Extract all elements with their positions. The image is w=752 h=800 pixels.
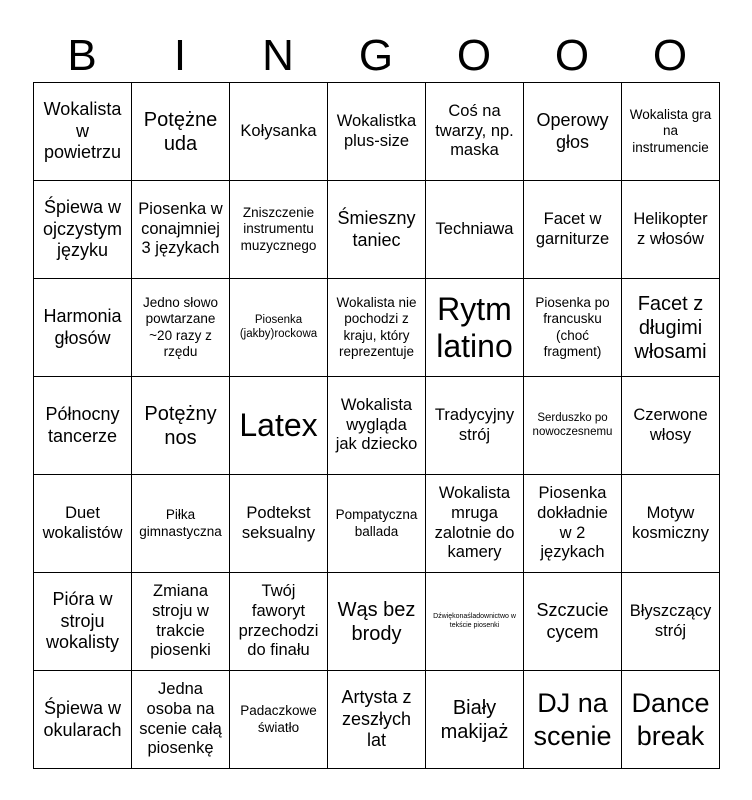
header-letter-o-2: O <box>554 31 590 80</box>
bingo-cell-r2c1[interactable]: Śpiewa w ojczystym języku <box>34 181 132 279</box>
header-letter-g: G <box>358 31 394 80</box>
bingo-board <box>33 82 720 769</box>
header-letter-i: I <box>173 31 187 80</box>
bingo-cell-r2c7[interactable]: Helikopter z włosów <box>622 181 720 279</box>
bingo-cell-r6c2[interactable]: Zmiana stroju w trakcie piosenki <box>132 573 230 671</box>
bingo-cell-r7c6[interactable]: DJ na scenie <box>524 671 622 769</box>
bingo-cell-r7c2[interactable]: Jedna osoba na scenie całą piosenkę <box>132 671 230 769</box>
bingo-header <box>33 30 719 82</box>
bingo-cell-r4c2[interactable]: Potężny nos <box>132 377 230 475</box>
bingo-cell-r3c5[interactable]: Rytm latino <box>426 279 524 377</box>
bingo-cell-r6c5[interactable]: Dźwiękonaśladownictwo w tekście piosenki <box>426 573 524 671</box>
bingo-cell-r3c3[interactable]: Piosenka (jakby)rockowa <box>230 279 328 377</box>
bingo-cell-r3c6[interactable]: Piosenka po francusku (choć fragment) <box>524 279 622 377</box>
bingo-cell-r4c4[interactable]: Wokalista wygląda jak dziecko <box>328 377 426 475</box>
bingo-cell-r1c3[interactable]: Kołysanka <box>230 83 328 181</box>
bingo-cell-r6c6[interactable]: Szczucie cycem <box>524 573 622 671</box>
bingo-cell-r4c1[interactable]: Północny tancerze <box>34 377 132 475</box>
bingo-cell-r4c6[interactable]: Serduszko po nowoczesnemu <box>524 377 622 475</box>
bingo-cell-r7c7[interactable]: Dance break <box>622 671 720 769</box>
bingo-cell-r2c5[interactable]: Techniawa <box>426 181 524 279</box>
bingo-cell-r3c1[interactable]: Harmonia głosów <box>34 279 132 377</box>
bingo-cell-r3c2[interactable]: Jedno słowo powtarzane ~20 razy z rzędu <box>132 279 230 377</box>
header-letter-b: B <box>67 31 97 80</box>
bingo-cell-r1c7[interactable]: Wokalista gra na instrumencie <box>622 83 720 181</box>
bingo-cell-r7c3[interactable]: Padaczkowe światło <box>230 671 328 769</box>
header-letter-o-3: O <box>652 31 688 80</box>
bingo-cell-r1c4[interactable]: Wokalistka plus-size <box>328 83 426 181</box>
bingo-cell-r5c1[interactable]: Duet wokalistów <box>34 475 132 573</box>
bingo-cell-r4c3[interactable]: Latex <box>230 377 328 475</box>
bingo-cell-r1c6[interactable]: Operowy głos <box>524 83 622 181</box>
bingo-cell-r4c7[interactable]: Czerwone włosy <box>622 377 720 475</box>
bingo-cell-r7c1[interactable]: Śpiewa w okularach <box>34 671 132 769</box>
bingo-cell-r6c4[interactable]: Wąs bez brody <box>328 573 426 671</box>
bingo-cell-r6c1[interactable]: Pióra w stroju wokalisty <box>34 573 132 671</box>
bingo-cell-r3c4[interactable]: Wokalista nie pochodzi z kraju, który reprezentuje <box>328 279 426 377</box>
bingo-cell-r3c7[interactable]: Facet z długimi włosami <box>622 279 720 377</box>
bingo-cell-r2c4[interactable]: Śmieszny taniec <box>328 181 426 279</box>
bingo-cell-r5c2[interactable]: Piłka gimnastyczna <box>132 475 230 573</box>
bingo-cell-r4c5[interactable]: Tradycyjny strój <box>426 377 524 475</box>
bingo-cell-r7c5[interactable]: Biały makijaż <box>426 671 524 769</box>
bingo-cell-r5c3[interactable]: Podtekst seksualny <box>230 475 328 573</box>
bingo-cell-r2c2[interactable]: Piosenka w conajmniej 3 językach <box>132 181 230 279</box>
bingo-cell-r1c5[interactable]: Coś na twarzy, np. maska <box>426 83 524 181</box>
bingo-cell-r6c3[interactable]: Twój faworyt przechodzi do finału <box>230 573 328 671</box>
header-letter-o-1: O <box>456 31 492 80</box>
bingo-cell-r1c1[interactable]: Wokalista w powietrzu <box>34 83 132 181</box>
bingo-cell-r7c4[interactable]: Artysta z zeszłych lat <box>328 671 426 769</box>
bingo-cell-r5c4[interactable]: Pompatyczna ballada <box>328 475 426 573</box>
bingo-cell-r1c2[interactable]: Potężne uda <box>132 83 230 181</box>
bingo-cell-r5c6[interactable]: Piosenka dokładnie w 2 językach <box>524 475 622 573</box>
bingo-cell-r2c3[interactable]: Zniszczenie instrumentu muzycznego <box>230 181 328 279</box>
bingo-cell-r2c6[interactable]: Facet w garniturze <box>524 181 622 279</box>
bingo-cell-r6c7[interactable]: Błyszczący strój <box>622 573 720 671</box>
header-letter-n: N <box>262 31 294 80</box>
bingo-cell-r5c5[interactable]: Wokalista mruga zalotnie do kamery <box>426 475 524 573</box>
bingo-cell-r5c7[interactable]: Motyw kosmiczny <box>622 475 720 573</box>
